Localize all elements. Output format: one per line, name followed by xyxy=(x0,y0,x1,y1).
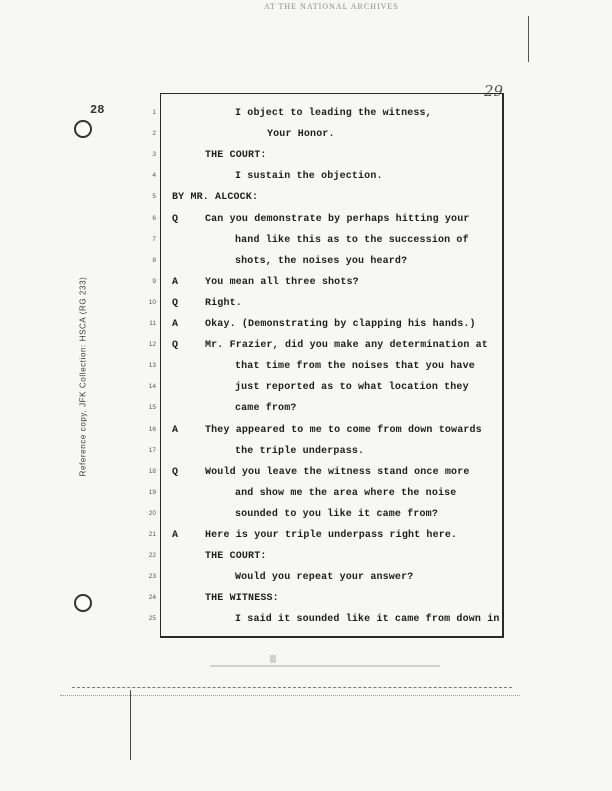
line-number: 2 xyxy=(152,130,156,138)
line-number: 11 xyxy=(149,320,156,327)
transcript-line: I said it sounded like it came from down in xyxy=(235,614,500,626)
line-number: 4 xyxy=(152,172,156,180)
transcript-line: THE COURT: xyxy=(205,551,267,563)
line-number: 13 xyxy=(148,362,156,370)
line-number: 1 xyxy=(152,109,156,116)
line-number: 14 xyxy=(148,383,156,391)
line-number: 16 xyxy=(148,425,156,433)
transcript-line: and show me the area where the noise xyxy=(235,487,457,499)
line-number: 8 xyxy=(152,256,156,264)
speaker-marker: Q xyxy=(172,213,179,225)
scan-artifact-rule xyxy=(60,695,520,697)
transcript-line: just reported as to what location they xyxy=(235,382,469,394)
line-number: 5 xyxy=(152,193,156,201)
transcript-line: THE WITNESS: xyxy=(205,593,279,605)
line-number: 15 xyxy=(148,404,156,412)
speaker-marker: A xyxy=(172,276,179,288)
line-number: 9 xyxy=(152,277,156,285)
line-number: 12 xyxy=(148,341,156,349)
transcript-line: Here is your triple underpass right here. xyxy=(205,530,458,541)
scan-artifact-rule xyxy=(72,687,512,689)
transcript-line: Can you demonstrate by perhaps hitting your xyxy=(205,213,470,225)
line-number: 18 xyxy=(148,467,156,475)
transcript-line: the triple underpass. xyxy=(235,445,365,457)
speaker-marker: A xyxy=(172,424,179,436)
transcript-line: shots, the noises you heard? xyxy=(235,255,408,267)
line-number: 23 xyxy=(148,573,156,581)
printed-page-number: 28 xyxy=(90,103,105,117)
line-number: 24 xyxy=(148,594,156,602)
transcript-line: THE COURT: xyxy=(205,150,267,162)
transcript-line: Right. xyxy=(205,297,242,309)
edge-mark xyxy=(528,16,529,62)
speaker-marker: Q xyxy=(172,297,179,309)
transcript-line: hand like this as to the succession of xyxy=(235,234,469,246)
line-number: 3 xyxy=(152,151,156,159)
speaker-marker: A xyxy=(172,319,179,330)
scan-smudge xyxy=(210,665,440,667)
transcript-line: I sustain the objection. xyxy=(235,171,383,183)
transcript-line: You mean all three shots? xyxy=(205,276,359,288)
line-number: 7 xyxy=(152,235,156,243)
transcript-line: Mr. Frazier, did you make any determination at xyxy=(205,340,488,352)
reference-copy-stamp xyxy=(68,222,94,552)
punch-hole-top xyxy=(74,120,92,138)
speaker-marker: A xyxy=(172,530,179,541)
transcript-line: Would you leave the witness stand once more xyxy=(205,466,470,478)
punch-hole-bottom xyxy=(74,594,92,612)
line-number: 22 xyxy=(148,552,156,560)
line-number: 17 xyxy=(148,446,156,454)
transcript-line: that time from the noises that you have xyxy=(235,361,475,373)
scan-artifact-line xyxy=(130,690,131,760)
archive-header-text: AT THE NATIONAL ARCHIVES xyxy=(264,2,399,11)
line-number: 6 xyxy=(152,214,156,222)
line-number: 19 xyxy=(148,488,156,496)
handwritten-page-number: 29 xyxy=(484,82,504,100)
transcript-line: Would you repeat your answer? xyxy=(235,572,414,584)
transcript-line: came from? xyxy=(235,403,297,415)
transcript-line: I object to leading the witness, xyxy=(235,108,432,119)
transcript-line: They appeared to me to come from down towards xyxy=(205,424,482,436)
reference-copy-stamp-text: Reference copy, JFK Collection: HSCA (RG 233) xyxy=(78,276,88,477)
line-number: 10 xyxy=(148,298,156,306)
line-number: 21 xyxy=(148,531,156,538)
transcript-line: sounded to you like it came from? xyxy=(235,508,438,520)
line-number: 20 xyxy=(148,509,156,517)
line-number: 25 xyxy=(148,615,156,623)
transcript-line: Okay. (Demonstrating by clapping his hands.) xyxy=(205,319,476,330)
scan-smudge xyxy=(270,655,276,663)
line-number-column xyxy=(134,93,158,633)
transcript-line: BY MR. ALCOCK: xyxy=(172,192,259,204)
speaker-marker: Q xyxy=(172,466,179,478)
speaker-marker: Q xyxy=(172,340,179,352)
transcript-line: Your Honor. xyxy=(267,129,335,141)
